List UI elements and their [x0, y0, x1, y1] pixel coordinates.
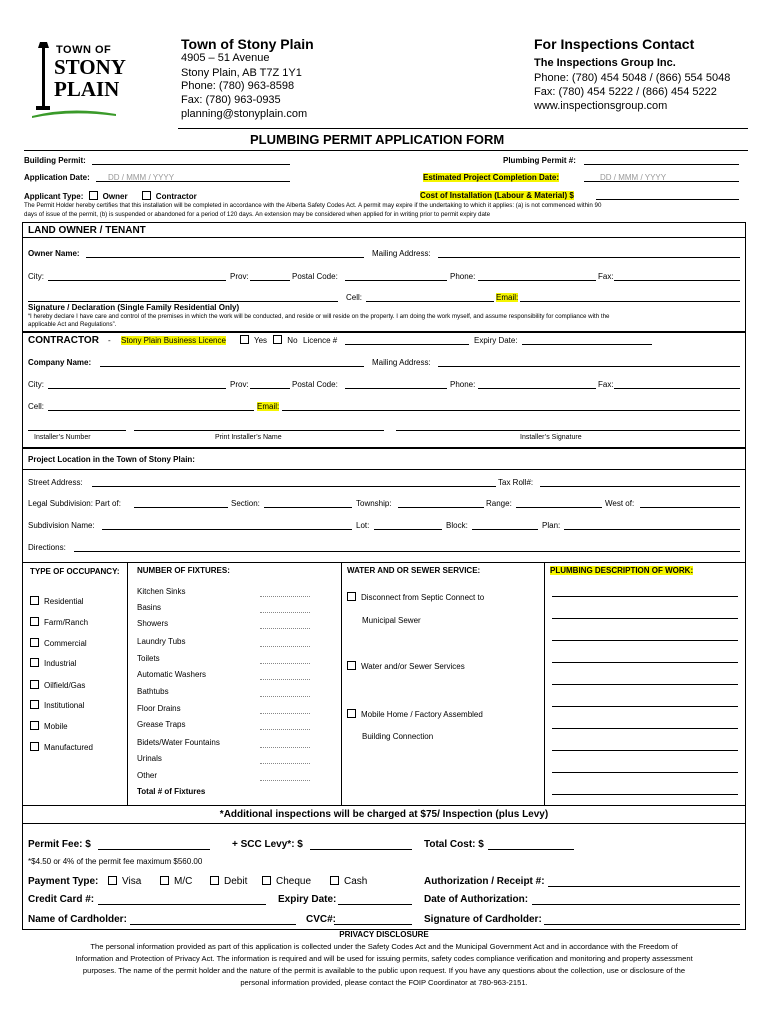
- payment-method-label: Debit: [224, 876, 248, 887]
- fixture-label: Toilets: [137, 654, 160, 663]
- application-date-label: Application Date:: [24, 173, 90, 182]
- owner-mailing-input[interactable]: [438, 257, 740, 258]
- description-line[interactable]: [552, 684, 738, 685]
- cost-label: Cost of Installation (Labour & Material) $: [420, 191, 574, 200]
- company-name-input[interactable]: [100, 366, 364, 367]
- licence-no-label: No: [287, 336, 298, 345]
- fixture-count-input[interactable]: [260, 628, 310, 629]
- fixture-count-input[interactable]: [260, 729, 310, 730]
- contractor-email-label: Email:: [257, 402, 280, 411]
- town-address1: 4905 – 51 Avenue: [181, 52, 270, 64]
- land-owner-heading: LAND OWNER / TENANT: [28, 225, 146, 236]
- occupancy-checkbox[interactable]: [30, 700, 39, 709]
- cardholder-signature-label: Signature of Cardholder:: [424, 914, 542, 925]
- credit-card-label: Credit Card #:: [28, 894, 95, 905]
- inspections-phone: Phone: (780) 454 5048 / (866) 554 5048: [534, 72, 731, 84]
- payment-method-label: Cheque: [276, 876, 312, 887]
- legal-part-input[interactable]: [134, 507, 228, 508]
- fixture-label: Automatic Washers: [137, 670, 207, 679]
- privacy-line3: purposes. The name of the permit holder and the nature of the permit is available to the public upon request. If you have any questions about the collection, use or disclosure of the: [82, 966, 686, 975]
- contractor-cell-label: Cell:: [28, 402, 45, 411]
- payment-method-label: M/C: [174, 876, 193, 887]
- permit-notice-2: days of issue of the permit, (b) is suspended or abandoned for a period of 120 days. An extension may be considered when applied for in writing prior to permit expiry date: [24, 211, 491, 218]
- contractor-postal-label: Postal Code:: [292, 380, 338, 389]
- licence-yes-checkbox[interactable]: [240, 335, 249, 344]
- licence-yes-no: [240, 335, 298, 345]
- licence-expiry-label: Expiry Date:: [474, 336, 518, 345]
- water-services-option: [347, 661, 465, 671]
- inspections-title: For Inspections Contact: [534, 36, 695, 52]
- description-line[interactable]: [552, 640, 738, 641]
- licence-no-checkbox[interactable]: [273, 335, 282, 344]
- contractor-heading: CONTRACTOR: [28, 335, 99, 346]
- grid-col3: [544, 562, 545, 805]
- fixture-label: Basins: [137, 603, 162, 612]
- licence-number-label: Licence #: [303, 336, 338, 345]
- fixture-count-input[interactable]: [260, 713, 310, 714]
- owner-heading-rule: [22, 237, 746, 238]
- cost-input[interactable]: [596, 199, 739, 200]
- location-heading-rule: [22, 469, 746, 470]
- contractor-city-label: City:: [28, 380, 44, 389]
- total-cost-label: Total Cost: $: [424, 839, 484, 850]
- town-fax: Fax: (780) 963-0935: [181, 94, 281, 106]
- description-line[interactable]: [552, 706, 738, 707]
- township-label: Township:: [356, 499, 392, 508]
- contractor-checkbox[interactable]: [142, 191, 151, 200]
- installer-number-label: Installer’s Number: [34, 434, 91, 441]
- subdivision-name-input[interactable]: [102, 529, 352, 530]
- owner-fax-input[interactable]: [614, 280, 740, 281]
- fixture-count-input[interactable]: [260, 646, 310, 647]
- owner-signature-input[interactable]: [28, 301, 338, 302]
- description-line[interactable]: [552, 794, 738, 795]
- occupancy-checkbox[interactable]: [30, 680, 39, 689]
- fixture-label: Other: [137, 771, 158, 780]
- disconnect-label: Disconnect from Septic Connect to: [361, 593, 485, 602]
- inspections-company: The Inspections Group Inc.: [534, 57, 676, 69]
- privacy-heading: PRIVACY DISCLOSURE: [339, 930, 429, 939]
- occupancy-heading: [30, 566, 120, 577]
- plumbing-permit-input[interactable]: [584, 164, 739, 165]
- fixture-label: Bidets/Water Fountains: [137, 738, 220, 747]
- installer-signature-input[interactable]: [396, 430, 740, 431]
- occupancy-option[interactable]: [30, 700, 84, 710]
- occupancy-checkbox[interactable]: [30, 638, 39, 647]
- tax-roll-input[interactable]: [540, 486, 740, 487]
- company-name-label: Company Name:: [28, 358, 92, 367]
- fixture-count-input[interactable]: [260, 696, 310, 697]
- privacy-line4: personal information provided, please contact the FOIP Coordinator at 780-963-2151.: [240, 978, 528, 987]
- contractor-cell-input[interactable]: [48, 410, 254, 411]
- occupancy-label: Farm/Ranch: [44, 618, 89, 627]
- section-label: Section:: [231, 499, 260, 508]
- fixture-count-input[interactable]: [260, 747, 310, 748]
- owner-declaration: “I hereby declare I have care and control of the premises in which the work will be conducted, and reside or will reside on the property. I am doing the work myself, and assume responsibility for compliance with the: [28, 313, 610, 320]
- description-heading: PLUMBING DESCRIPTION OF WORK:: [550, 566, 694, 575]
- town-title: Town of Stony Plain: [181, 36, 314, 52]
- contractor-fax-label: Fax:: [598, 380, 614, 389]
- occupancy-label: Institutional: [44, 701, 85, 710]
- owner-email-label: Email:: [496, 293, 519, 302]
- contractor-mailing-input[interactable]: [438, 366, 740, 367]
- owner-label: Owner: [102, 192, 128, 201]
- contractor-fax-input[interactable]: [614, 388, 740, 389]
- disconnect-option: [347, 592, 484, 602]
- grid-col2: [341, 562, 342, 805]
- mobile-home-label: Mobile Home / Factory Assembled: [361, 710, 483, 719]
- township-input[interactable]: [398, 507, 484, 508]
- owner-email-input[interactable]: [520, 301, 740, 302]
- section-input[interactable]: [264, 507, 352, 508]
- permit-notice: The Permit Holder hereby certifies that this installation will be completed in accordance with the Alberta Safety Codes Act. A permit may expire if the undertaking to which it applies: (a) is not commenced within 90: [24, 202, 602, 209]
- payment-method-label: Visa: [122, 876, 142, 887]
- fixture-count-input[interactable]: [260, 780, 310, 781]
- header-divider: [178, 128, 748, 129]
- occupancy-checkbox[interactable]: [30, 721, 39, 730]
- fixture-count-input[interactable]: [260, 596, 310, 597]
- owner-cell-input[interactable]: [366, 301, 494, 302]
- grid-bottom-rule: [22, 805, 746, 806]
- installer-name-input[interactable]: [134, 430, 384, 431]
- owner-name-label: Owner Name:: [28, 249, 80, 258]
- building-permit-input[interactable]: [92, 164, 290, 165]
- completion-date-label: Estimated Project Completion Date:: [423, 173, 560, 182]
- west-of-input[interactable]: [640, 507, 740, 508]
- owner-checkbox[interactable]: [89, 191, 98, 200]
- owner-prov-input[interactable]: [250, 280, 290, 281]
- town-phone: Phone: (780) 963-8598: [181, 80, 295, 92]
- contractor-phone-label: Phone:: [450, 380, 476, 389]
- completion-date-line: [584, 181, 739, 182]
- fixture-label: Floor Drains: [137, 704, 181, 713]
- water-sewer-heading: WATER AND OR SEWER SERVICE:: [347, 566, 481, 575]
- occupancy-label: Oilfield/Gas: [44, 681, 86, 690]
- installer-name-label: Print Installer’s Name: [215, 434, 282, 441]
- cardholder-name-label: Name of Cardholder:: [28, 914, 127, 925]
- range-input[interactable]: [516, 507, 602, 508]
- town-logo: [30, 40, 130, 120]
- logo-line3: PLAIN: [54, 77, 120, 101]
- grid-top-rule: [22, 562, 746, 563]
- privacy-line2: Information and Protection of Privacy Act. The information is required and will be used for issuing permits, safety codes compliance verification and monitoring and property assessment: [75, 954, 693, 963]
- mobile-home-checkbox[interactable]: [347, 709, 356, 718]
- fixtures-heading: NUMBER OF FIXTURES:: [137, 566, 230, 575]
- fixture-label: Kitchen Sinks: [137, 587, 186, 596]
- occupancy-label: Manufactured: [44, 743, 93, 752]
- fixture-count-input[interactable]: [260, 763, 310, 764]
- occupancy-option[interactable]: [30, 680, 85, 690]
- additional-inspections-note: *Additional inspections will be charged at $75/ Inspection (plus Levy): [219, 809, 549, 820]
- lot-label: Lot:: [356, 521, 370, 530]
- plan-label: Plan:: [542, 521, 561, 530]
- form-title: PLUMBING PERMIT APPLICATION FORM: [250, 132, 505, 147]
- licence-expiry-input[interactable]: [522, 344, 652, 345]
- applicant-type-label: [24, 191, 197, 201]
- occupancy-label: Residential: [44, 597, 84, 606]
- occupancy-option[interactable]: [30, 658, 76, 668]
- contractor-postal-input[interactable]: [345, 388, 447, 389]
- town-address2: Stony Plain, AB T7Z 1Y1: [181, 67, 302, 79]
- occupancy-option[interactable]: [30, 721, 68, 731]
- application-date-line: [96, 181, 290, 182]
- contractor-email-input[interactable]: [282, 410, 740, 411]
- levy-note: *$4.50 or 4% of the permit fee maximum $560.00: [28, 857, 203, 866]
- fixture-count-input[interactable]: [260, 679, 310, 680]
- logo-line2: STONY: [54, 55, 126, 79]
- completion-date-placeholder[interactable]: DD / MMM / YYYY: [600, 173, 667, 182]
- building-connection-label: Building Connection: [362, 732, 434, 741]
- owner-name-input[interactable]: [86, 257, 364, 258]
- occupancy-checkbox[interactable]: [30, 596, 39, 605]
- fixture-label: Grease Traps: [137, 720, 186, 729]
- business-licence-label: Stony Plain Business Licence: [121, 336, 226, 345]
- fixture-label: Total # of Fixtures: [137, 787, 206, 796]
- fixture-label: Urinals: [137, 754, 162, 763]
- owner-postal-label: Postal Code:: [292, 272, 338, 281]
- description-line[interactable]: [552, 596, 738, 597]
- occupancy-heading-text: TYPE OF OCCUPANCY:: [30, 567, 120, 576]
- installer-signature-label: Installer’s Signature: [520, 434, 582, 441]
- subdivision-name-label: Subdivision Name:: [28, 521, 95, 530]
- application-date-placeholder[interactable]: DD / MMM / YYYY: [108, 173, 175, 182]
- block-input[interactable]: [472, 529, 538, 530]
- occupancy-option[interactable]: [30, 596, 84, 606]
- owner-declaration-2: applicable Act and Regulations”.: [28, 321, 117, 328]
- directions-input[interactable]: [74, 551, 740, 552]
- logo-line1: TOWN OF: [56, 44, 112, 56]
- description-line[interactable]: [552, 728, 738, 729]
- plan-input[interactable]: [564, 529, 740, 530]
- mobile-home-option: [347, 709, 483, 719]
- occupancy-option[interactable]: [30, 742, 93, 752]
- auth-date-label: Date of Authorization:: [424, 894, 529, 905]
- disconnect-checkbox[interactable]: [347, 592, 356, 601]
- building-permit-label: Building Permit:: [24, 156, 86, 165]
- inspections-fax: Fax: (780) 454 5222 / (866) 454 5222: [534, 86, 717, 98]
- owner-fax-label: Fax:: [598, 272, 614, 281]
- authorization-label: Authorization / Receipt #:: [424, 876, 545, 887]
- occupancy-checkbox[interactable]: [30, 658, 39, 667]
- legal-subdivision-label: Legal Subdivision: Part of:: [28, 499, 121, 508]
- plumbing-permit-label: Plumbing Permit #:: [503, 156, 576, 165]
- water-services-checkbox[interactable]: [347, 661, 356, 670]
- block-label: Block:: [446, 521, 468, 530]
- tax-roll-label: Tax Roll#:: [498, 478, 534, 487]
- description-line[interactable]: [552, 662, 738, 663]
- inspections-web: www.inspectionsgroup.com: [534, 100, 668, 112]
- occupancy-option[interactable]: [30, 617, 88, 627]
- municipal-sewer-label: Municipal Sewer: [362, 616, 421, 625]
- description-line[interactable]: [552, 618, 738, 619]
- payment-method-label: Cash: [344, 876, 368, 887]
- fixture-count-input[interactable]: [260, 612, 310, 613]
- description-line[interactable]: [552, 750, 738, 751]
- owner-prov-label: Prov:: [230, 272, 249, 281]
- contractor-phone-input[interactable]: [478, 388, 596, 389]
- contractor-prov-label: Prov:: [230, 380, 249, 389]
- directions-label: Directions:: [28, 543, 66, 552]
- fixture-label: Showers: [137, 619, 169, 628]
- owner-cell-label: Cell:: [346, 293, 363, 302]
- occupancy-label: Industrial: [44, 659, 77, 668]
- scc-levy-label: + SCC Levy*: $: [232, 839, 303, 850]
- signature-heading: Signature / Declaration (Single Family Residential Only): [28, 303, 240, 312]
- fixture-label: Bathtubs: [137, 687, 169, 696]
- occupancy-checkbox[interactable]: [30, 617, 39, 626]
- town-email: planning@stonyplain.com: [181, 108, 308, 120]
- grid-col1: [127, 562, 128, 805]
- contractor-mailing-label: Mailing Address:: [372, 358, 431, 367]
- contractor-city-input[interactable]: [48, 388, 226, 389]
- lot-input[interactable]: [374, 529, 442, 530]
- fixture-count-input[interactable]: [260, 663, 310, 664]
- owner-mailing-label: Mailing Address:: [372, 249, 431, 258]
- payment-type-label: Payment Type:: [28, 876, 99, 887]
- payment-section: [22, 824, 746, 930]
- occupancy-option[interactable]: [30, 638, 87, 648]
- privacy-line1: The personal information provided as part of this application is collected under the Safety Codes Act and the Municipal Government Act and in accordance with the Freedom of: [90, 942, 678, 951]
- street-address-label: Street Address:: [28, 478, 83, 487]
- street-address-input[interactable]: [92, 486, 496, 487]
- occupancy-checkbox[interactable]: [30, 742, 39, 751]
- fixture-label: Laundry Tubs: [137, 637, 186, 646]
- contractor-prov-input[interactable]: [250, 388, 290, 389]
- expiry-date-label: Expiry Date:: [278, 894, 337, 905]
- owner-phone-input[interactable]: [478, 280, 596, 281]
- project-location-heading: Project Location in the Town of Stony Plain:: [28, 455, 195, 464]
- permit-fee-label: Permit Fee: $: [28, 839, 91, 850]
- cvc-label: CVC#:: [306, 914, 337, 925]
- licence-number-input[interactable]: [345, 344, 469, 345]
- contractor-label: Contractor: [155, 192, 197, 201]
- owner-phone-label: Phone:: [450, 272, 476, 281]
- occupancy-label: Commercial: [44, 639, 87, 648]
- installer-number-input[interactable]: [28, 430, 126, 431]
- owner-postal-input[interactable]: [345, 280, 447, 281]
- range-label: Range:: [486, 499, 512, 508]
- applicant-type-text: Applicant Type:: [24, 192, 84, 201]
- west-of-label: West of:: [605, 499, 635, 508]
- contractor-dash: -: [108, 336, 111, 345]
- owner-city-input[interactable]: [48, 280, 226, 281]
- description-line[interactable]: [552, 772, 738, 773]
- owner-city-label: City:: [28, 272, 44, 281]
- licence-yes-label: Yes: [254, 336, 268, 345]
- title-divider: [24, 150, 748, 151]
- occupancy-label: Mobile: [44, 722, 68, 731]
- water-services-label: Water and/or Sewer Services: [361, 662, 465, 671]
